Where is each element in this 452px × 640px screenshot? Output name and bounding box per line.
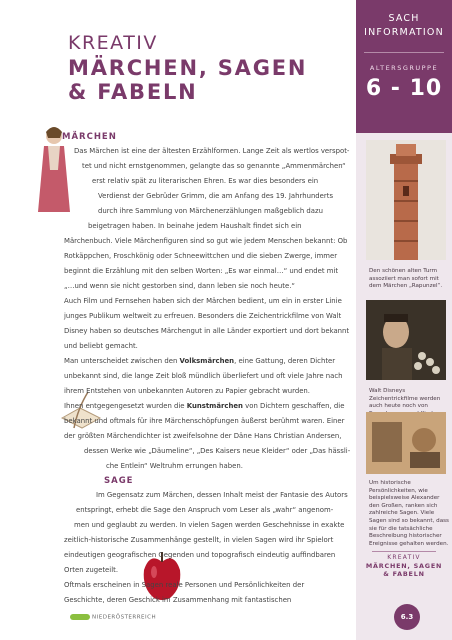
footer-title [356, 562, 452, 578]
sage-line: zeitlich-historische Zusammenhänge gestellt, in vielen Sagen wird ihr Spielort [64, 536, 334, 544]
maerchen-line: durch ihre Sammlung von Märchenerzählungen maßgeblich dazu [98, 207, 323, 215]
caption-mosaic: Um historische Persönlichkeiten, wie beispielsweise Alexander den Großen, ranken sich zahlreiche Sagen. Viele Sagen sind so bekannt, dass sie für die tatsächliche Beschreibung historischer Ereignisse gehalten werden. [369, 480, 449, 547]
footer-logo [70, 614, 156, 621]
keyword-kunstmaerchen: Kunstmärchen [186, 402, 243, 410]
maerchen-line: der größten Märchendichter ist zweifelsohne der Däne Hans Christian Andersen, [64, 432, 342, 440]
maerchen-line: bekannt und oftmals für ihre Märchenschöpfungen äußerst berühmt waren. Einer [64, 417, 345, 425]
maerchen-line: dessen Werke wie „Däumeline“, „Des Kaisers neue Kleider“ oder „Das hässli- [84, 447, 351, 455]
sage-line: Im Gegensatz zum Märchen, dessen Inhalt meist der Fantasie des Autors [96, 491, 348, 499]
line-text: von Dichtern geschaffen, die [242, 402, 345, 410]
logo-icon [70, 614, 90, 620]
maerchen-line: tet und nicht ernstgenommen, gelangte das so genannte „Ammenmärchen“ [82, 162, 346, 170]
sage-line: men und geglaubt zu werden. In vielen Sagen werden Geschehnisse in exakte [74, 521, 345, 529]
age-group-label: ALTERSGRUPPE [369, 64, 439, 72]
page-title-line2: & FABELN [68, 80, 198, 104]
section-label-line1: SACH [388, 13, 420, 24]
line-text: Man unterscheidet zwischen den [64, 357, 180, 365]
maerchen-line: und beliebt gemacht. [64, 342, 138, 350]
maerchen-line: ihrem Entstehen von unbekannten Autoren zu Papier gebracht wurden. [64, 387, 310, 395]
maerchen-line: Märchenbuch. Viele Märchenfiguren sind so gut wie jedem Menschen bekannt: Ob [64, 237, 348, 245]
maerchen-line: erst relativ spät zu literarischen Ehren. Es war dies besonders ein [92, 177, 319, 185]
sage-line: Orten zugeteilt. [64, 566, 119, 574]
section-label-line2: INFORMATION [364, 27, 444, 38]
caption-disney: Walt Disneys Zeichentrickfilme werden auch heute noch von [369, 388, 441, 410]
sage-line: Oftmals erscheinen in Sagen reale Personen und Persönlichkeiten der [64, 581, 305, 589]
maerchen-line [64, 354, 335, 369]
age-range: 6 - 10 [365, 76, 443, 101]
maerchen-line: Rotkäppchen, Froschkönig oder Schneewittchen und die sieben Zwerge, immer [64, 252, 338, 260]
page-title-line1: MÄRCHEN, SAGEN [68, 56, 308, 80]
footer-org: NIEDERÖSTERREICH [92, 614, 157, 621]
maerchen-line: Das Märchen ist eine der ältesten Erzählformen. Lange Zeit als wertlos verspot- [74, 147, 350, 155]
heading-sage: SAGE [104, 476, 134, 486]
maerchen-line: beginnt die Erzählung mit den selben Worten: „Es war einmal…“ und endet mit [64, 267, 339, 275]
footer-kicker: KREATIV [387, 554, 421, 561]
sage-line: eindeutigen geografischen Gegenden und topografisch eindeutig auffindbaren [64, 551, 336, 559]
disney-image [366, 300, 446, 380]
line-text: Ihnen entgegengesetzt wurden die [64, 402, 187, 410]
maerchen-line: „…und wenn sie nicht gestorben sind, dann leben sie noch heute.“ [64, 282, 295, 290]
footer-title-line2: & FABELN [383, 570, 425, 578]
divider [364, 52, 444, 53]
kicker-label: KREATIV [68, 32, 158, 54]
sage-line: entspringt, erhebt die Sage den Anspruch vom Leser als „wahr“ angenom- [76, 506, 334, 514]
divider [372, 551, 436, 552]
maerchen-line: Disney haben so deutsches Märchengut in alle Länder exportiert und dort bekannt [64, 327, 350, 335]
page-number: 6.3 [394, 604, 420, 630]
heading-maerchen: MÄRCHEN [62, 132, 117, 142]
keyword-volksmaerchen: Volksmärchen [179, 357, 235, 365]
maerchen-line: che Entlein“ Weltruhm errungen haben. [106, 462, 243, 470]
maerchen-line: unbekannt sind, die lange Zeit bloß mündlich überliefert und oft viele Jahre nach [64, 372, 343, 380]
maerchen-line: Verdienst der Gebrüder Grimm, die am Anfang des 19. Jahrhunderts [98, 192, 334, 200]
caption-tower: Den schönen alten Turm assoziiert man sofort mit dem Märchen „Rapunzel“. [369, 268, 443, 290]
sage-line: Geschichte, deren Geschick im Zusammenhang mit fantastischen [64, 596, 292, 604]
line-text: , eine Gattung, deren Dichter [234, 357, 336, 365]
maerchen-line: beigetragen haben. In beinahe jedem Haushalt findet sich ein [88, 222, 302, 230]
maerchen-line [64, 399, 344, 414]
tower-image [366, 140, 446, 260]
maerchen-line: junges Publikum weltweit zu erfreuen. Besonders die Zeichentrickfilme von Walt [64, 312, 342, 320]
mosaic-image [366, 412, 446, 474]
footer-title-line1: MÄRCHEN, SAGEN [365, 562, 443, 570]
maerchen-line: Auch Film und Fernsehen haben sich der Märchen bedient, um ein in erster Linie [64, 297, 342, 305]
section-label [356, 12, 452, 40]
